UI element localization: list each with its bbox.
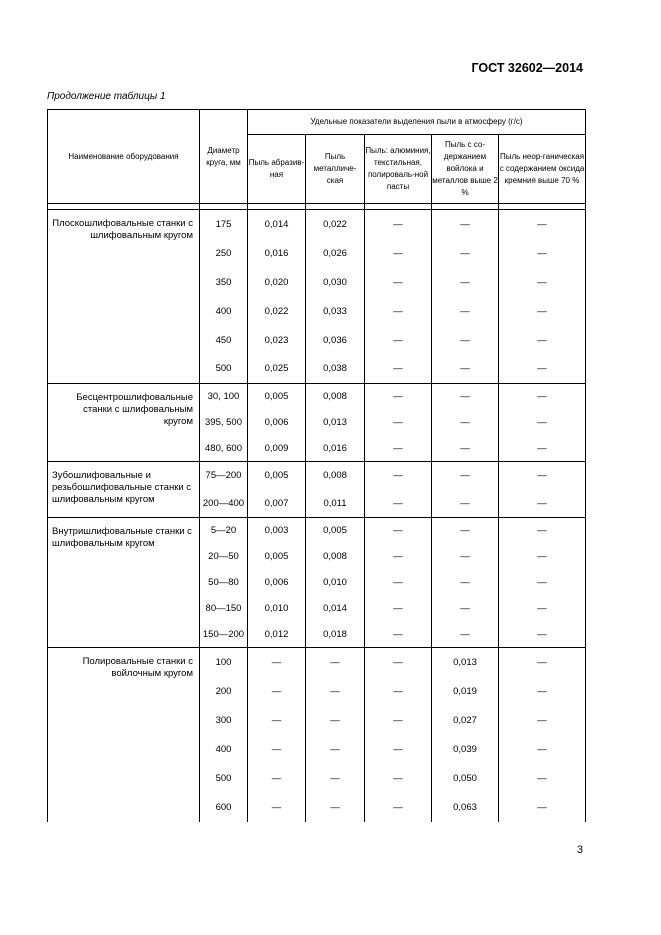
diameter-cell: 480, 600 (200, 436, 248, 462)
table-row (48, 384, 586, 410)
value-cell: — (432, 596, 499, 622)
value-cell: 0,005 (248, 462, 306, 490)
diameter-cell: 100 (200, 648, 248, 677)
value-cell: — (432, 239, 499, 268)
value-cell: — (432, 622, 499, 648)
table-row (48, 462, 586, 490)
value-cell: 0,023 (248, 326, 306, 355)
value-cell: — (365, 518, 432, 544)
value-cell: 0,016 (248, 239, 306, 268)
column-header-abrasive: Пыль абразив-ная (248, 135, 306, 204)
equipment-name-cell: Зубошлифовальные и резьбошлифовальные станки с шлифовальным кругом (48, 462, 200, 518)
value-cell: — (499, 326, 586, 355)
value-cell: 0,012 (248, 622, 306, 648)
value-cell: 0,008 (306, 384, 365, 410)
value-cell: 0,050 (432, 764, 499, 793)
value-cell: — (499, 297, 586, 326)
value-cell: 0,019 (432, 677, 499, 706)
value-cell: 0,010 (306, 570, 365, 596)
value-cell: 0,039 (432, 735, 499, 764)
value-cell: 0,005 (306, 518, 365, 544)
value-cell: — (499, 462, 586, 490)
table-continuation-caption: Продолжение таблицы 1 (47, 91, 166, 102)
diameter-cell: 250 (200, 239, 248, 268)
value-cell: — (365, 544, 432, 570)
value-cell: — (499, 410, 586, 436)
value-cell: — (499, 596, 586, 622)
table-row (48, 518, 586, 544)
diameter-cell: 200—400 (200, 490, 248, 518)
diameter-cell: 80—150 (200, 596, 248, 622)
value-cell: — (432, 436, 499, 462)
column-header-diameter: Диаметр круга, мм (200, 110, 248, 204)
value-cell: 0,016 (306, 436, 365, 462)
value-cell: — (248, 764, 306, 793)
value-cell: — (306, 735, 365, 764)
value-cell: — (365, 793, 432, 822)
value-cell: — (499, 268, 586, 297)
value-cell: — (365, 436, 432, 462)
column-group-header: Удельные показатели выделения пыли в атмосферу (г/с) (248, 110, 586, 135)
column-header-felt: Пыль с со-держанием войлока и металлов выше 2 % (432, 135, 499, 204)
value-cell: — (499, 490, 586, 518)
value-cell: — (499, 210, 586, 239)
value-cell: — (365, 384, 432, 410)
value-cell: 0,018 (306, 622, 365, 648)
value-cell: — (306, 677, 365, 706)
value-cell: — (499, 622, 586, 648)
value-cell: — (365, 570, 432, 596)
equipment-name-cell: Полировальные станки с войлочным кругом (48, 648, 200, 822)
value-cell: — (432, 410, 499, 436)
value-cell: — (432, 462, 499, 490)
value-cell: — (499, 706, 586, 735)
value-cell: 0,030 (306, 268, 365, 297)
value-cell: — (499, 793, 586, 822)
page-number: 3 (576, 844, 583, 856)
diameter-cell: 30, 100 (200, 384, 248, 410)
diameter-cell: 200 (200, 677, 248, 706)
value-cell: 0,008 (306, 544, 365, 570)
value-cell: — (365, 706, 432, 735)
value-cell: — (365, 326, 432, 355)
value-cell: — (499, 544, 586, 570)
value-cell: — (365, 764, 432, 793)
value-cell: — (365, 490, 432, 518)
standard-number: ГОСТ 32602—2014 (471, 61, 583, 75)
value-cell: 0,014 (248, 210, 306, 239)
value-cell: 0,063 (432, 793, 499, 822)
value-cell: — (499, 239, 586, 268)
value-cell: — (365, 297, 432, 326)
value-cell: — (499, 436, 586, 462)
equipment-name-cell: Бесцентрошлифовальные станки с шлифовальным кругом (48, 384, 200, 462)
value-cell: 0,036 (306, 326, 365, 355)
diameter-cell: 500 (200, 764, 248, 793)
value-cell: 0,006 (248, 410, 306, 436)
value-cell: 0,011 (306, 490, 365, 518)
value-cell: 0,003 (248, 518, 306, 544)
value-cell: — (365, 677, 432, 706)
value-cell: — (432, 544, 499, 570)
value-cell: — (306, 764, 365, 793)
value-cell: 0,020 (248, 268, 306, 297)
value-cell: — (248, 735, 306, 764)
value-cell: 0,038 (306, 355, 365, 384)
diameter-cell: 75—200 (200, 462, 248, 490)
value-cell: — (365, 648, 432, 677)
value-cell: — (499, 677, 586, 706)
value-cell: 0,013 (432, 648, 499, 677)
diameter-cell: 400 (200, 297, 248, 326)
value-cell: — (248, 706, 306, 735)
value-cell: 0,026 (306, 239, 365, 268)
value-cell: 0,009 (248, 436, 306, 462)
value-cell: — (365, 239, 432, 268)
value-cell: 0,006 (248, 570, 306, 596)
value-cell: — (365, 622, 432, 648)
value-cell: 0,022 (306, 210, 365, 239)
value-cell: — (499, 518, 586, 544)
value-cell: — (365, 596, 432, 622)
diameter-cell: 5—20 (200, 518, 248, 544)
value-cell: — (365, 268, 432, 297)
value-cell: — (365, 410, 432, 436)
diameter-cell: 300 (200, 706, 248, 735)
value-cell: 0,005 (248, 384, 306, 410)
value-cell: — (248, 677, 306, 706)
value-cell: 0,025 (248, 355, 306, 384)
value-cell: — (432, 490, 499, 518)
value-cell: — (432, 570, 499, 596)
value-cell: — (365, 210, 432, 239)
value-cell: 0,033 (306, 297, 365, 326)
column-header-metal: Пыль металличе-ская (306, 135, 365, 204)
value-cell: 0,027 (432, 706, 499, 735)
diameter-cell: 20—50 (200, 544, 248, 570)
diameter-cell: 450 (200, 326, 248, 355)
dust-emission-table (47, 109, 586, 822)
column-header-silica: Пыль неор-ганическая с содержанием оксида кремния выше 70 % (499, 135, 586, 204)
value-cell: 0,008 (306, 462, 365, 490)
diameter-cell: 395, 500 (200, 410, 248, 436)
value-cell: 0,014 (306, 596, 365, 622)
value-cell: — (432, 326, 499, 355)
column-header-aluminium: Пыль: алюминия, текстильная, полироваль-ной пасты (365, 135, 432, 204)
diameter-cell: 150—200 (200, 622, 248, 648)
value-cell: — (365, 735, 432, 764)
value-cell: — (499, 570, 586, 596)
value-cell: — (499, 355, 586, 384)
value-cell: — (365, 462, 432, 490)
diameter-cell: 600 (200, 793, 248, 822)
value-cell: — (499, 764, 586, 793)
value-cell: — (432, 518, 499, 544)
value-cell: 0,007 (248, 490, 306, 518)
value-cell: — (306, 793, 365, 822)
diameter-cell: 50—80 (200, 570, 248, 596)
value-cell: — (499, 384, 586, 410)
value-cell: 0,005 (248, 544, 306, 570)
diameter-cell: 175 (200, 210, 248, 239)
value-cell: 0,010 (248, 596, 306, 622)
value-cell: — (432, 210, 499, 239)
table-row (48, 648, 586, 677)
equipment-name-cell: Плоскошлифовальные станки с шлифовальным кругом (48, 210, 200, 384)
value-cell: — (499, 648, 586, 677)
value-cell: — (306, 648, 365, 677)
value-cell: — (248, 648, 306, 677)
diameter-cell: 500 (200, 355, 248, 384)
diameter-cell: 400 (200, 735, 248, 764)
equipment-name-cell: Внутришлифовальные станки с шлифовальным кругом (48, 518, 200, 648)
value-cell: — (432, 268, 499, 297)
value-cell: — (365, 355, 432, 384)
value-cell: 0,013 (306, 410, 365, 436)
column-header-equipment: Наименование оборудования (48, 110, 200, 204)
table-body (48, 210, 586, 822)
diameter-cell: 350 (200, 268, 248, 297)
value-cell: — (432, 355, 499, 384)
table-row (48, 210, 586, 239)
value-cell: — (306, 706, 365, 735)
value-cell: 0,022 (248, 297, 306, 326)
value-cell: — (432, 297, 499, 326)
value-cell: — (248, 793, 306, 822)
value-cell: — (499, 735, 586, 764)
value-cell: — (432, 384, 499, 410)
